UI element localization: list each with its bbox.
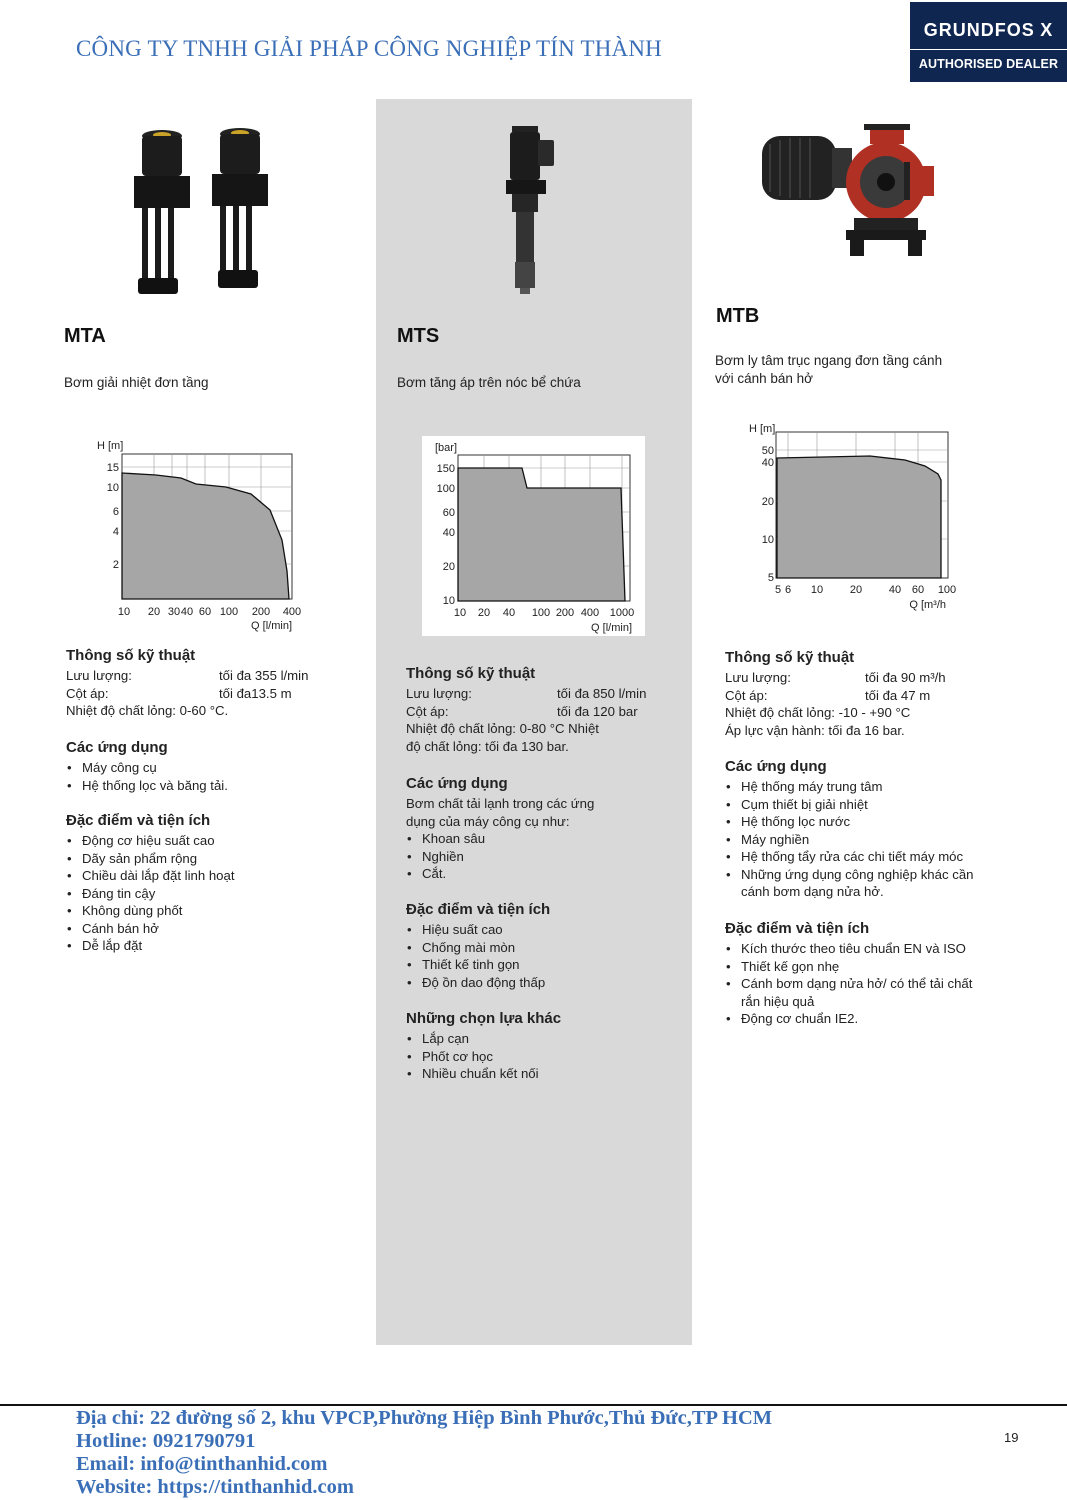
mtb-model-title: MTB: [716, 305, 760, 327]
mts-y-tick: 40: [442, 527, 455, 539]
mtb-app-item: • Hệ thống máy trung tâm: [725, 778, 1025, 796]
mtb-features-heading: Đặc điểm và tiện ích: [725, 920, 870, 937]
mta-features-section: [66, 812, 366, 955]
mtb-x-tick: 100: [937, 584, 957, 596]
mta-flow-value: tối đa 355 l/min: [219, 668, 309, 683]
mtb-app-item: • Máy nghiền: [725, 831, 1025, 849]
footer-contact: [76, 1407, 772, 1499]
mta-y-tick: 15: [106, 462, 119, 474]
mta-apps-heading: Các ứng dụng: [66, 739, 168, 756]
mta-y-tick: 10: [106, 482, 119, 494]
mts-performance-curve: [458, 468, 625, 601]
mta-feature-item: • Không dùng phốt: [66, 902, 366, 920]
mtb-description-line: Bơm ly tâm trục ngang đơn tầng cánh: [715, 353, 943, 368]
mta-feature-item: • Đáng tin cậy: [66, 885, 366, 903]
mta-model-title: MTA: [64, 325, 106, 347]
mts-chart-x-unit: Q [l/min]: [591, 622, 632, 634]
mts-flow-value: tối đa 850 l/min: [557, 686, 647, 701]
mts-flow-label: Lưu lượng:: [406, 686, 472, 701]
mtb-features-section: [725, 920, 1025, 1028]
mts-option-item: • Lắp cạn: [406, 1030, 691, 1048]
mta-flow-label: Lưu lượng:: [66, 668, 132, 683]
mta-y-tick: 2: [112, 559, 119, 571]
mts-apps-heading: Các ứng dụng: [406, 775, 508, 792]
mta-apps-section: [66, 739, 366, 794]
mtb-performance-chart: [740, 418, 965, 621]
mtb-flow-label: Lưu lượng:: [725, 670, 791, 685]
footer-website[interactable]: Website: https://tinthanhid.com: [76, 1476, 354, 1498]
mtb-specs-section: [725, 649, 1025, 739]
mts-specs-heading: Thông số kỹ thuật: [406, 665, 536, 682]
mta-feature-item: • Động cơ hiệu suất cao: [66, 832, 366, 850]
mts-feature-item: • Độ ồn dao động thấp: [406, 974, 691, 992]
mtb-description-line: với cánh bán hở: [715, 371, 814, 386]
mtb-app-item: • Những ứng dụng công nghiệp khác cần cánh bơm dạng nửa hở.: [725, 866, 993, 901]
page-number: 19: [1004, 1430, 1019, 1445]
mta-head-label: Cột áp:: [66, 685, 109, 701]
mtb-temp: Nhiệt độ chất lỏng: -10 - +90 °C: [725, 705, 911, 720]
mts-apps-intro: Bơm chất tải lạnh trong các ứng: [406, 796, 595, 811]
mtb-feature-item: • Kích thước theo tiêu chuẩn EN và ISO: [725, 940, 1025, 958]
mtb-y-tick: 50: [761, 445, 774, 457]
footer-email[interactable]: Email: info@tinthanhid.com: [76, 1453, 328, 1475]
mta-y-tick: 4: [112, 526, 119, 538]
mts-apps-intro: dụng của máy công cụ như:: [406, 813, 570, 829]
mta-x-tick: 100: [219, 606, 239, 618]
mts-x-tick: 400: [580, 607, 600, 619]
mta-y-tick: 6: [112, 506, 119, 518]
mts-x-tick: 10: [453, 607, 467, 619]
mts-pressure: độ chất lỏng: tối đa 130 bar.: [406, 738, 569, 754]
logo-brand: GRUNDFOS: [923, 20, 1035, 40]
mts-y-tick: 60: [442, 507, 455, 519]
mts-app-item: • Khoan sâu: [406, 830, 691, 848]
mts-chart-y-unit: [bar]: [435, 442, 458, 454]
mta-x-tick: 200: [251, 606, 271, 618]
footer-divider: [0, 1404, 1067, 1406]
mta-chart-x-unit: Q [l/min]: [251, 620, 292, 632]
mts-x-tick: 200: [555, 607, 575, 619]
mts-head-value: tối đa 120 bar: [557, 703, 638, 719]
mta-feature-item: • Dễ lắp đặt: [66, 937, 366, 955]
mts-description: Bơm tăng áp trên nóc bể chứa: [397, 375, 581, 390]
mts-features-section: [406, 901, 691, 991]
mtb-x-tick: 10: [810, 584, 824, 596]
mtb-head-label: Cột áp:: [725, 687, 768, 703]
mts-option-item: • Phốt cơ học: [406, 1048, 691, 1066]
mtb-y-tick: 20: [761, 496, 774, 508]
logo-x-mark: X: [1040, 20, 1054, 40]
mtb-pump-image: [758, 122, 938, 267]
mts-model-title: MTS: [397, 325, 440, 347]
mta-specs-heading: Thông số kỹ thuật: [66, 647, 196, 664]
mtb-app-item: • Hệ thống tẩy rửa các chi tiết máy móc: [725, 848, 1025, 866]
mts-feature-item: • Thiết kế tinh gọn: [406, 956, 691, 974]
mts-options-heading: Những chọn lựa khác: [406, 1010, 562, 1027]
mta-head-value: tối đa13.5 m: [219, 685, 292, 701]
mtb-specs-heading: Thông số kỹ thuật: [725, 649, 855, 666]
mts-x-tick: 40: [502, 607, 516, 619]
company-name: CÔNG TY TNHH GIẢI PHÁP CÔNG NGHIỆP TÍN THÀNH: [76, 36, 662, 61]
grundfos-logo: [910, 2, 1067, 82]
mts-pump-image: [500, 124, 564, 299]
logo-dealer: AUTHORISED DEALER: [918, 57, 1059, 71]
mts-x-tick: 100: [531, 607, 551, 619]
mts-y-tick: 100: [436, 483, 455, 495]
mta-feature-item: • Cánh bán hở: [66, 920, 366, 938]
mta-app-item: • Máy công cụ: [66, 759, 366, 777]
mtb-feature-item: • Động cơ chuẩn IE2.: [725, 1010, 1025, 1028]
mts-app-item: • Nghiền: [406, 848, 691, 866]
mtb-x-tick: 5: [774, 584, 782, 596]
mtb-chart-y-unit: H [m]: [749, 423, 776, 435]
mts-x-tick: 1000: [609, 607, 635, 619]
mta-x-tick: 20: [147, 606, 161, 618]
mta-x-tick: 60: [198, 606, 212, 618]
mts-option-item: • Nhiều chuẩn kết nối: [406, 1065, 691, 1083]
mtb-chart-x-unit: Q [m³/h: [909, 599, 946, 611]
mta-feature-item: • Chiều dài lắp đặt linh hoạt: [66, 867, 366, 885]
mts-apps-section: [406, 775, 691, 883]
mtb-flow-value: tối đa 90 m³/h: [865, 670, 946, 685]
mts-temp: Nhiệt độ chất lỏng: 0-80 °C Nhiệt: [406, 721, 599, 736]
mtb-app-item: • Cụm thiết bị giải nhiệt: [725, 796, 1025, 814]
mta-specs-section: [66, 647, 366, 720]
mts-y-tick: 150: [436, 463, 455, 475]
footer-hotline: Hotline: 0921790791: [76, 1430, 256, 1452]
mtb-description: [715, 352, 942, 388]
mtb-performance-curve: [777, 456, 941, 578]
mta-pump-image: [128, 122, 278, 303]
mta-x-tick: 400: [282, 606, 302, 618]
mtb-app-item: • Hệ thống lọc nước: [725, 813, 1025, 831]
mtb-apps-heading: Các ứng dụng: [725, 758, 827, 775]
mta-x-tick: 10: [117, 606, 131, 618]
mtb-x-tick: 6: [784, 584, 792, 596]
mta-x-tick: 40: [180, 606, 194, 618]
mta-x-tick: 30: [167, 606, 181, 618]
mtb-pressure: Áp lực vận hành: tối đa 16 bar.: [725, 722, 905, 738]
mtb-feature-item: • Cánh bơm dạng nửa hở/ có thể tải chất rắn hiệu quả: [725, 975, 993, 1010]
mta-app-item: • Hệ thống lọc và băng tải.: [66, 777, 366, 795]
footer-address: Địa chỉ: 22 đường số 2, khu VPCP,Phường Hiệp Bình Phước,Thủ Đức,TP HCM: [76, 1407, 773, 1429]
mtb-feature-item: • Thiết kế gọn nhẹ: [725, 958, 1025, 976]
mts-feature-item: • Hiệu suất cao: [406, 921, 691, 939]
mta-description: Bơm giải nhiệt đơn tầng: [64, 375, 209, 390]
mtb-y-tick: 40: [761, 457, 774, 469]
mtb-apps-section: [725, 758, 1025, 901]
mts-features-heading: Đặc điểm và tiện ích: [406, 901, 551, 918]
mts-y-tick: 10: [442, 595, 455, 607]
mts-specs-section: [406, 665, 691, 755]
mta-features-heading: Đặc điểm và tiện ích: [66, 812, 211, 829]
mtb-x-tick: 20: [849, 584, 863, 596]
mts-options-section: [406, 1010, 691, 1083]
mts-performance-chart: [422, 436, 645, 641]
mta-feature-item: • Dãy sản phẩm rộng: [66, 850, 366, 868]
mts-x-tick: 20: [477, 607, 491, 619]
mts-y-tick: 20: [442, 561, 455, 573]
mta-temp: Nhiệt độ chất lỏng: 0-60 °C.: [66, 703, 229, 718]
mtb-y-tick: 5: [767, 572, 774, 584]
mts-feature-item: • Chống mài mòn: [406, 939, 691, 957]
mtb-x-tick: 40: [888, 584, 902, 596]
mta-performance-chart: [86, 436, 316, 641]
mtb-head-value: tối đa 47 m: [865, 687, 931, 703]
mts-app-item: • Cắt.: [406, 865, 691, 883]
mta-chart-y-unit: H [m]: [97, 440, 124, 452]
mtb-y-tick: 10: [761, 534, 774, 546]
mtb-x-tick: 60: [911, 584, 925, 596]
mts-head-label: Cột áp:: [406, 703, 449, 719]
